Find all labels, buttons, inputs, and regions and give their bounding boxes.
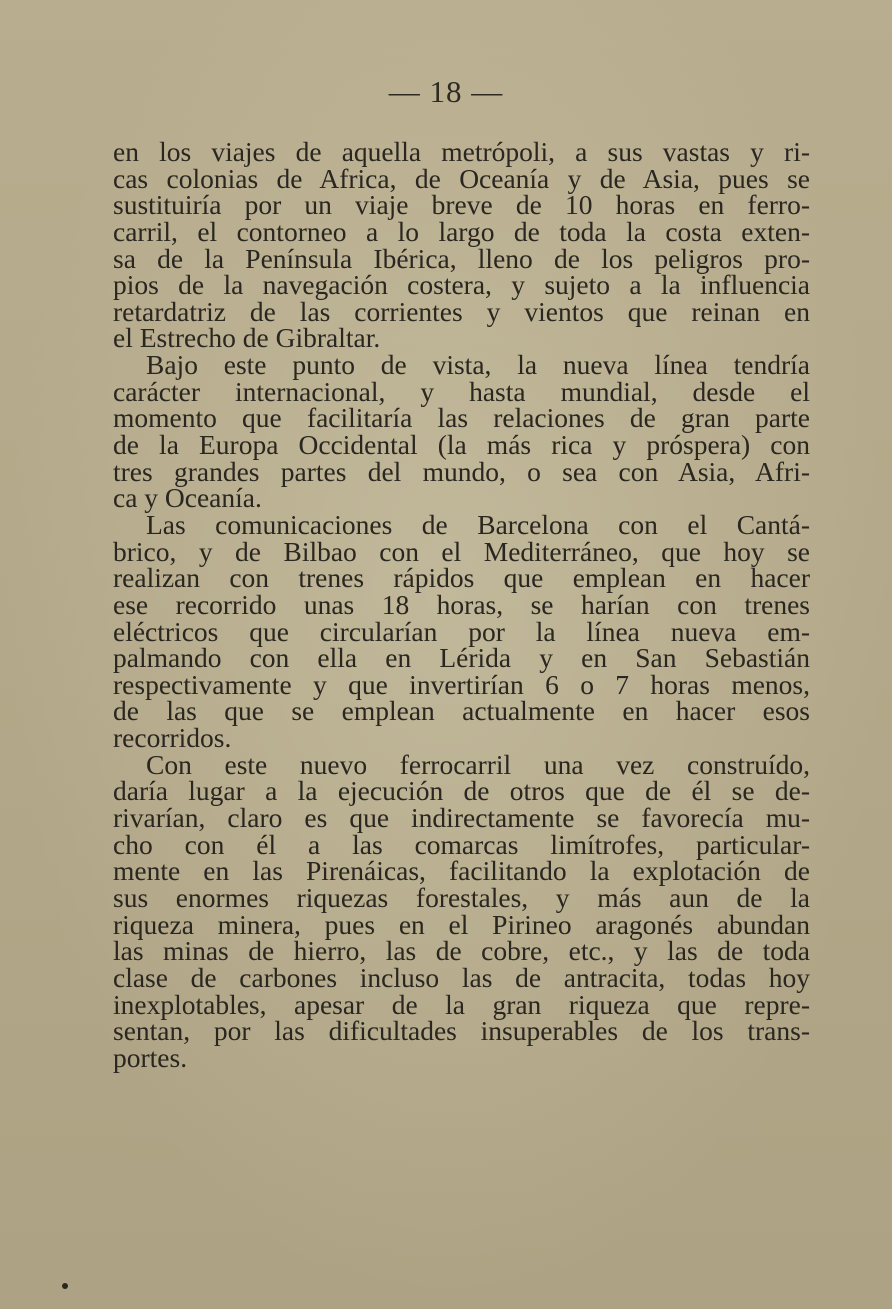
text-line: tres grandes partes del mundo, o sea con Asia, Afri- (113, 455, 810, 487)
text-line: ese recorrido unas 18 horas, se harían con trenes (113, 588, 810, 620)
text-line: pios de la navegación costera, y sujeto a la influencia (113, 269, 810, 301)
text-line: momento que facilitaría las relaciones de gran parte (113, 402, 810, 434)
text-line: de las que se emplean actualmente en hacer esos (113, 695, 810, 727)
text-line: realizan con trenes rápidos que emplean en hacer (113, 562, 810, 594)
text-line: carácter internacional, y hasta mundial, desde el (113, 375, 810, 407)
text-line: sus enormes riquezas forestales, y más aun de la (113, 881, 810, 913)
text-line: carril, el contorneo a lo largo de toda la costa exten- (113, 215, 810, 247)
paragraph-start-line: Las comunicaciones de Barcelona con el Cantá- (146, 508, 810, 540)
text-line: las minas de hierro, las de cobre, etc., y las de toda (113, 935, 810, 967)
page-number: — 18 — (388, 74, 504, 109)
text-line: palmando con ella en Lérida y en San Sebastián (113, 642, 810, 674)
paragraph-start-line: Con este nuevo ferrocarril una vez construído, (146, 748, 810, 780)
text-line: sa de la Península Ibérica, lleno de los peligros pro- (113, 242, 810, 274)
text-line: sustituiría por un viaje breve de 10 horas en ferro- (113, 189, 810, 221)
body-text (113, 136, 810, 1073)
text-line: cas colonias de Africa, de Oceanía y de Asia, pues se (113, 162, 810, 194)
text-line: respectivamente y que invertirían 6 o 7 horas menos, (113, 668, 810, 700)
text-line: riqueza minera, pues en el Pirineo aragonés abundan (113, 908, 810, 940)
text-line: rivarían, claro es que indirectamente se favorecía mu- (113, 802, 810, 834)
ink-speck (62, 1283, 68, 1289)
text-line: en los viajes de aquella metrópoli, a sus vastas y ri- (113, 136, 810, 167)
text-line: de la Europa Occidental (la más rica y próspera) con (113, 429, 810, 461)
text-line: recorridos. (113, 722, 232, 754)
text-line: ca y Oceanía. (113, 482, 262, 514)
text-line: el Estrecho de Gibraltar. (113, 322, 381, 354)
text-line: retardatriz de las corrientes y vientos que reinan en (113, 295, 810, 327)
text-line: portes. (113, 1041, 188, 1073)
text-line: sentan, por las dificultades insuperables de los trans- (113, 1015, 810, 1047)
text-line: clase de carbones incluso las de antracita, todas hoy (113, 961, 810, 993)
text-line: daría lugar a la ejecución de otros que de él se de- (113, 775, 810, 807)
text-line: inexplotables, apesar de la gran riqueza que repre- (113, 988, 810, 1020)
text-line: brico, y de Bilbao con el Mediterráneo, que hoy se (113, 535, 810, 567)
text-line: eléctricos que circularían por la línea nueva em- (113, 615, 810, 647)
text-line: mente en las Pirenáicas, facilitando la explotación de (113, 855, 810, 887)
text-line: cho con él a las comarcas limítrofes, particular- (113, 828, 810, 860)
paragraph-start-line: Bajo este punto de vista, la nueva línea tendría (146, 349, 810, 381)
